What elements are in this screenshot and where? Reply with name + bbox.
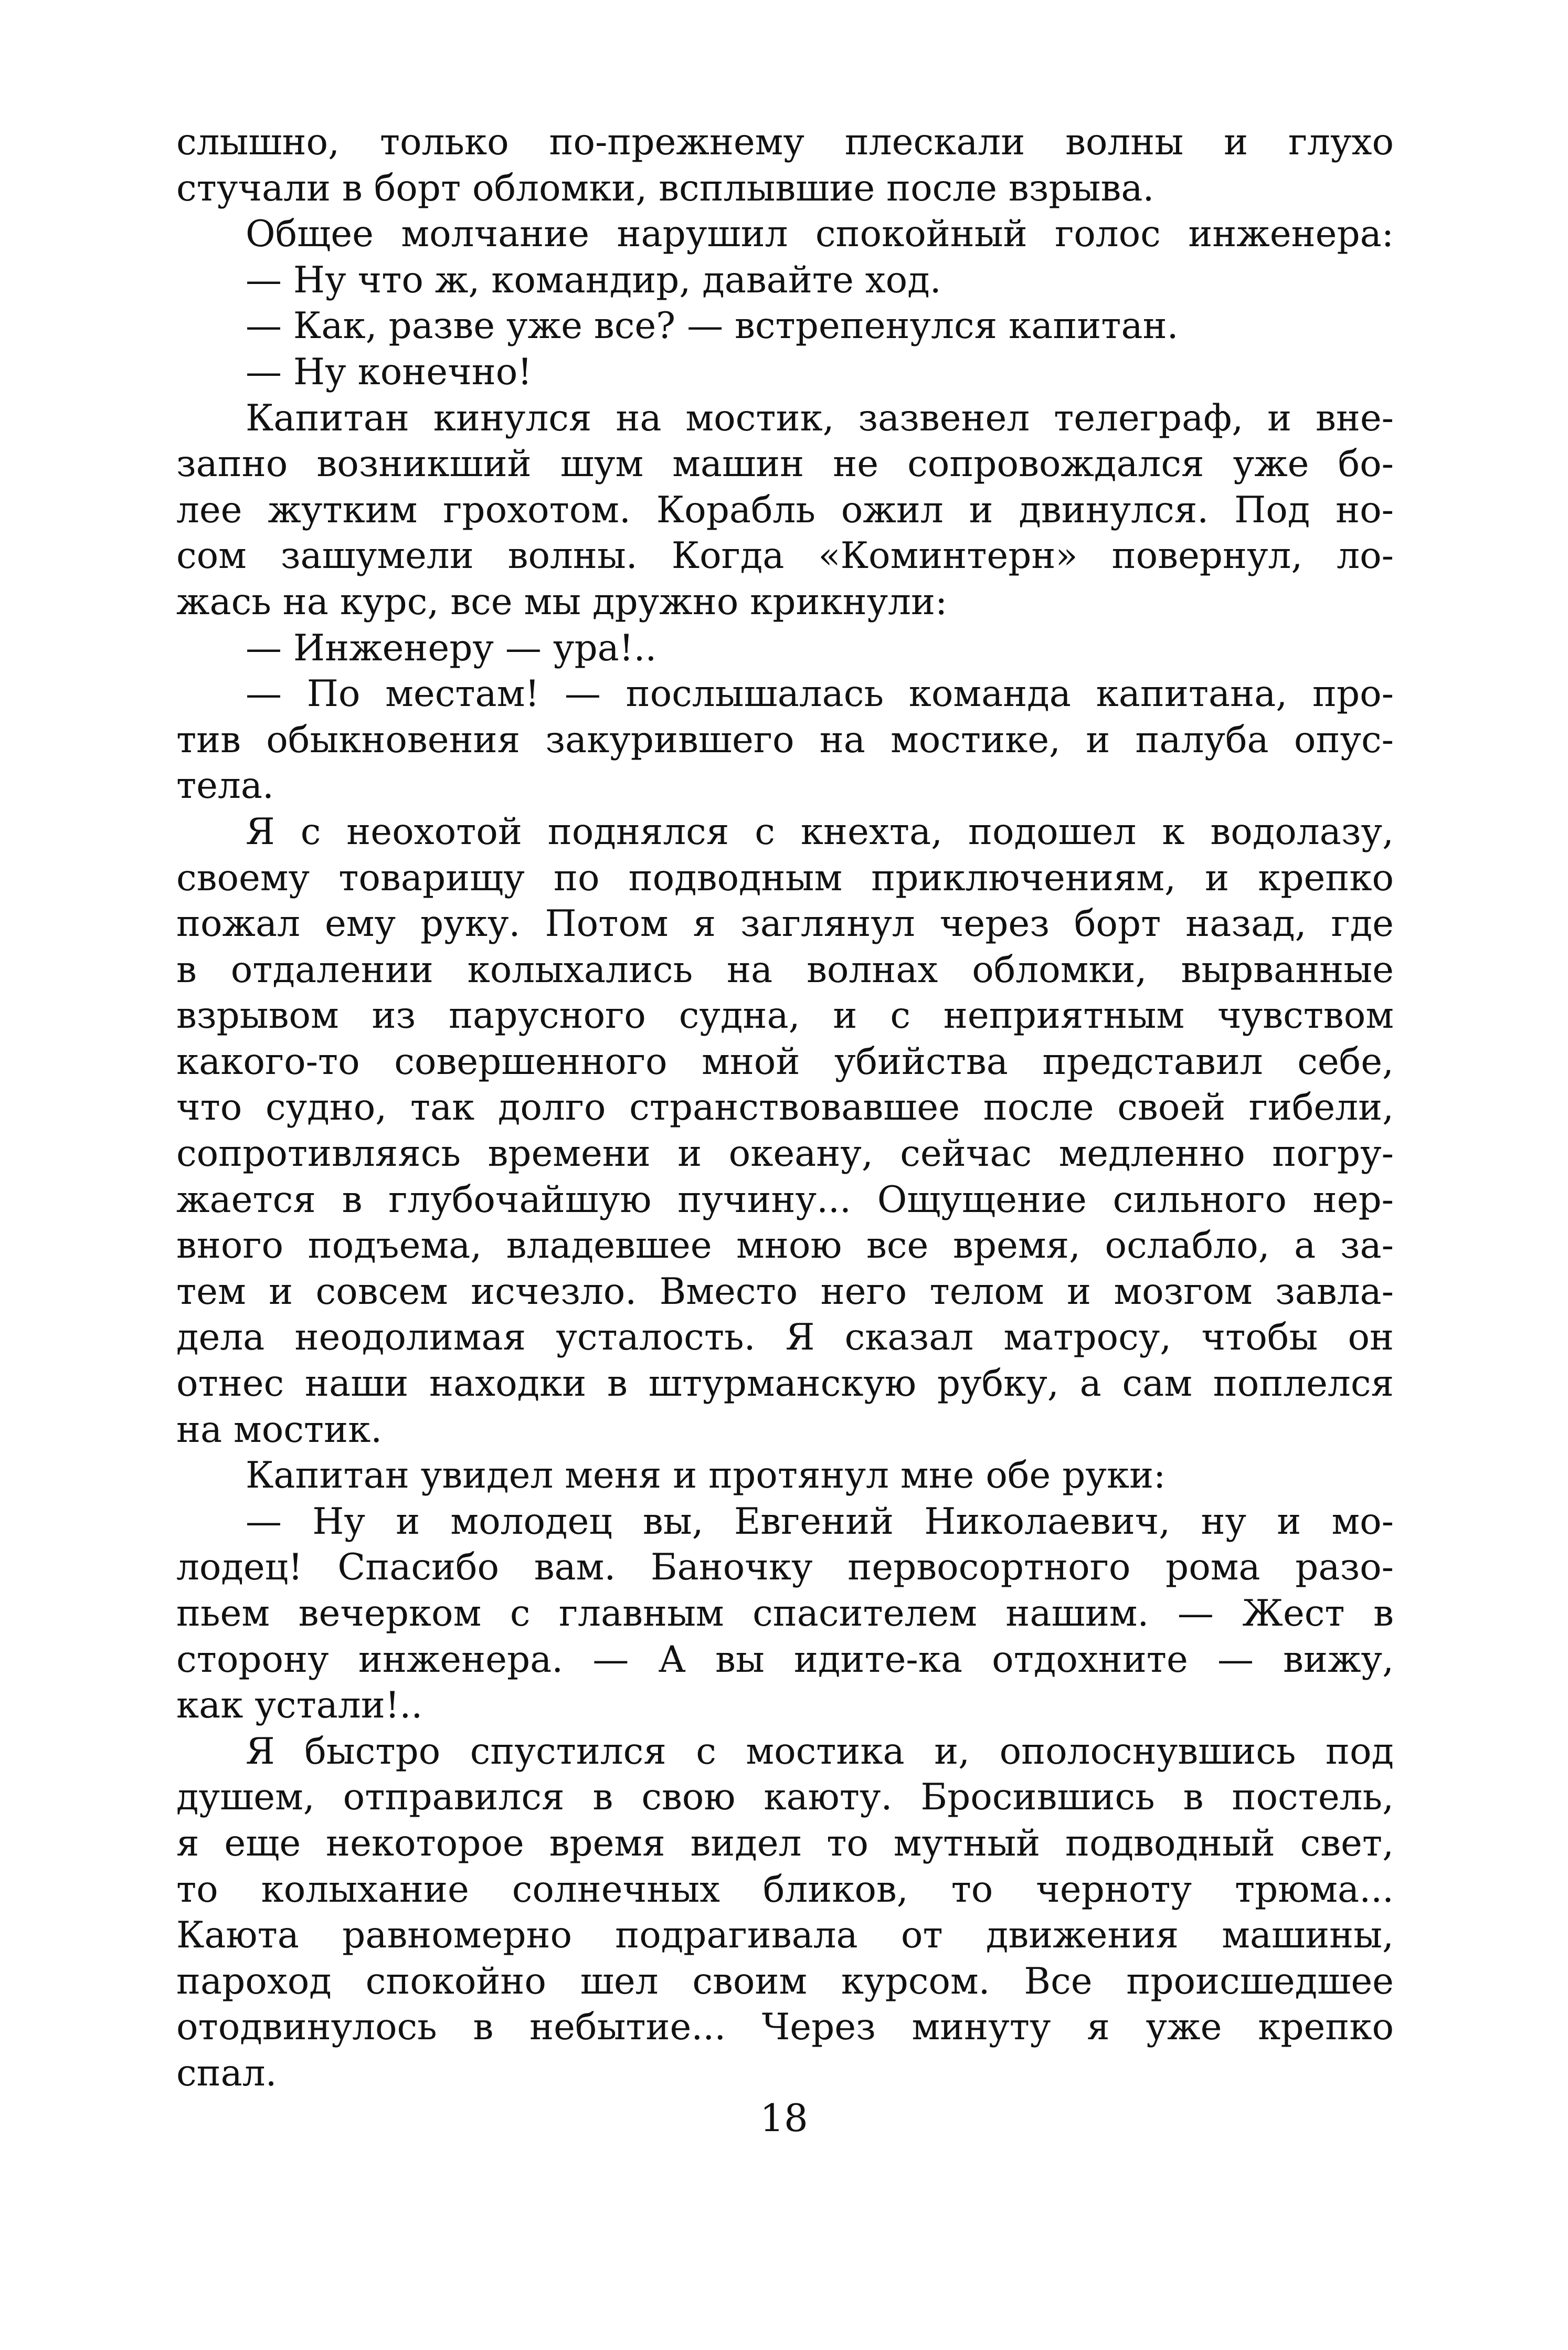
text-line: лее жутким грохотом. Корабль ожил и двинулся. Под но- [176,489,1394,531]
text-line: стучали в борт обломки, всплывшие после взрыва. [176,167,1154,209]
text-line: пьем вечерком с главным спасителем нашим. — Жест в [176,1593,1394,1635]
text-line: Каюта равномерно подрагивала от движения машины, [176,1914,1394,1957]
text-line: вного подъема, владевшее мною все время, ослабло, а за- [176,1225,1394,1267]
text-line: отодвинулось в небытие... Через минуту я уже крепко [176,2006,1394,2049]
text-line: пароход спокойно шел своим курсом. Все происшедшее [176,1960,1394,2003]
text-line: — По местам! — послышалась команда капитана, про- [246,673,1394,715]
text-line: жась на курс, все мы дружно крикнули: [176,581,948,623]
text-line: взрывом из парусного судна, и с неприятным чувством [176,995,1394,1037]
text-line: тем и совсем исчезло. Вместо него телом и мозгом завла- [176,1270,1394,1313]
text-line: своему товарищу по подводным приключениям, и крепко [176,857,1394,899]
text-line: Капитан увидел меня и протянул мне обе руки: [246,1455,1166,1497]
text-line: — Инженеру — ура!.. [246,627,657,669]
text-line: дела неодолимая усталость. Я сказал матросу, чтобы он [176,1316,1394,1359]
text-line: Я с неохотой поднялся с кнехта, подошел к водолазу, [246,810,1394,853]
text-line: Я быстро спустился с мостика и, ополоснувшись под [246,1730,1394,1773]
text-line: на мостик. [176,1408,383,1451]
text-line: слышно, только по-прежнему плескали волны и глухо [176,121,1394,163]
body-text [176,120,1394,2097]
text-line: сом зашумели волны. Когда «Коминтерн» повернул, ло- [176,535,1394,577]
text-line: запно возникший шум машин не сопровождался уже бо- [176,443,1394,486]
text-line: сторону инженера. — А вы идите-ка отдохните — вижу, [176,1638,1394,1681]
text-line: я еще некоторое время видел то мутный подводный свет, [176,1822,1394,1864]
text-line: тив обыкновения закурившего на мостике, и палуба опус- [176,719,1394,761]
text-line: душем, отправился в свою каюту. Бросившись в постель, [176,1776,1394,1819]
text-line: как устали!.. [176,1684,423,1727]
text-line: спал. [176,2052,277,2094]
text-line: сопротивляясь времени и океану, сейчас медленно погру- [176,1133,1394,1175]
text-line: Общее молчание нарушил спокойный голос инженера: [246,213,1394,256]
text-line: тела. [176,765,274,807]
page-number: 18 [760,2096,808,2140]
text-line: — Ну и молодец вы, Евгений Николаевич, ну и мо- [246,1500,1394,1543]
text-line: пожал ему руку. Потом я заглянул через борт назад, где [176,903,1394,945]
text-line: в отдалении колыхались на волнах обломки, вырванные [176,949,1394,991]
text-line: — Ну конечно! [246,351,533,393]
text-line: отнес наши находки в штурманскую рубку, а сам поплелся [176,1363,1394,1405]
text-line: жается в глубочайшую пучину... Ощущение сильного нер- [176,1178,1394,1221]
text-line: что судно, так долго странствовавшее после своей гибели, [176,1087,1394,1129]
text-line: — Как, разве уже все? — встрепенулся капитан. [246,305,1179,347]
text-line: — Ну что ж, командир, давайте ход. [246,259,941,301]
text-line: то колыхание солнечных бликов, то черноту трюма... [176,1868,1394,1911]
text-line: какого-то совершенного мной убийства представил себе, [176,1040,1394,1083]
text-line: Капитан кинулся на мостик, зазвенел телеграф, и вне- [246,397,1394,439]
text-line: лодец! Спасибо вам. Баночку первосортного рома разо- [176,1546,1394,1589]
